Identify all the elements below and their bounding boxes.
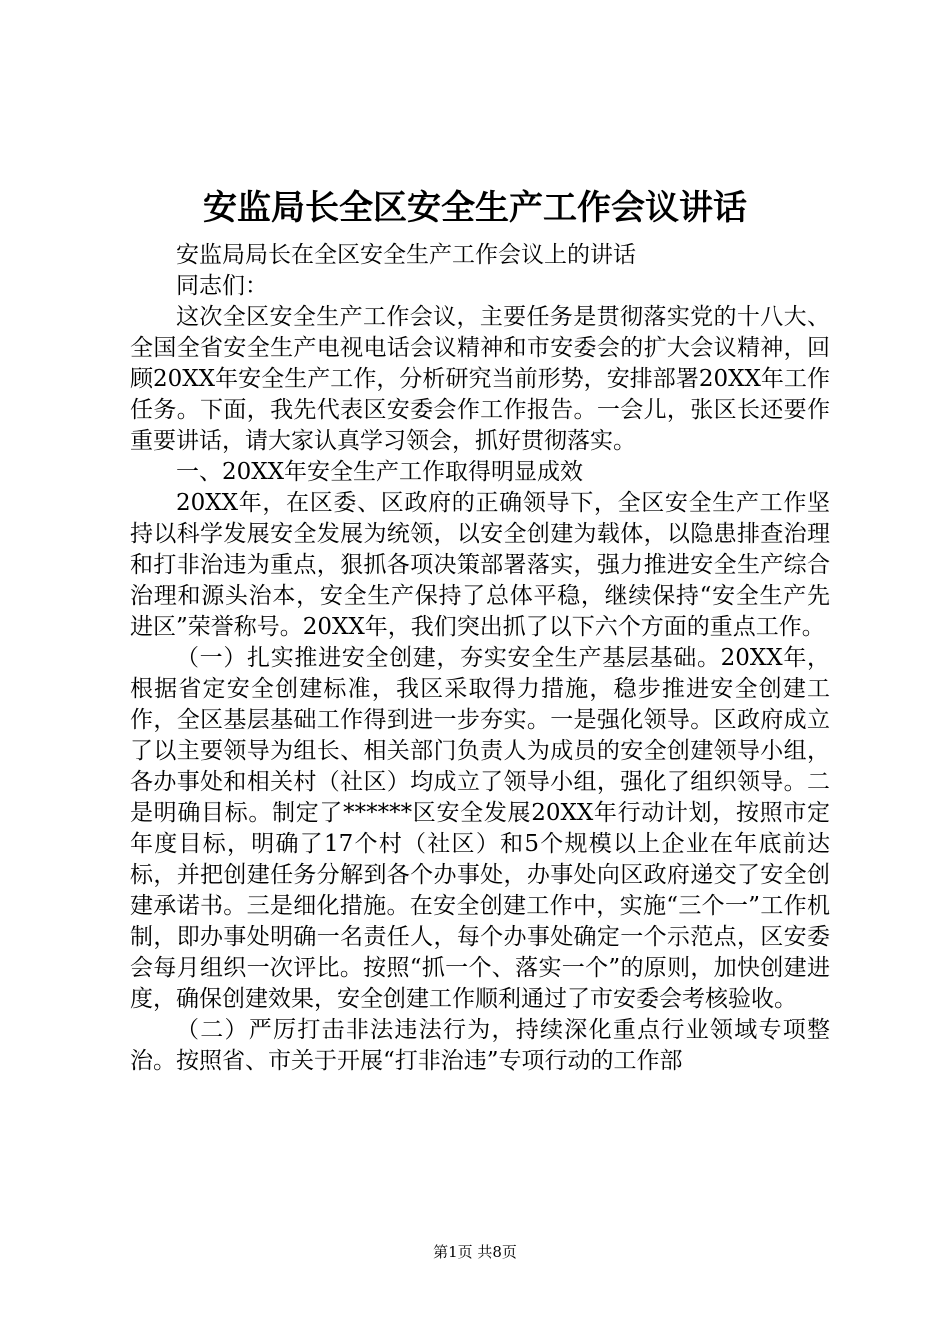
body-paragraph: 这次全区安全生产工作会议，主要任务是贯彻落实党的十八大、全国全省安全生产电视电话会议精神和市安委会的扩大会议精神，回顾20XX年安全生产工作，分析研究当前形势，安排部署20XX年工作任务。下面，我先代表区安委会作工作报告。一会儿，张区长还要作重要讲话，请大家认真学习领会，抓好贯彻落实。 bbox=[130, 304, 830, 454]
page-footer: 第1页 共8页 bbox=[433, 1243, 517, 1261]
body-paragraph: 20XX年，在区委、区政府的正确领导下，全区安全生产工作坚持以科学发展安全发展为统领，以安全创建为载体，以隐患排查治理和打非治违为重点，狠抓各项决策部署落实，强力推进安全生产综合治理和源头治本，安全生产保持了总体平稳，继续保持“安全生产先进区”荣誉称号。20XX年，我们突出抓了以下六个方面的重点工作。 bbox=[130, 490, 830, 640]
subtitle-paragraph: 安监局局长在全区安全生产工作会议上的讲话 bbox=[176, 242, 636, 268]
section-heading: 一、20XX年安全生产工作取得明显成效 bbox=[176, 459, 584, 485]
body-paragraph: （二）严厉打击非法违法行为，持续深化重点行业领域专项整治。按照省、市关于开展“打非治违”专项行动的工作部 bbox=[130, 1017, 830, 1074]
document-body bbox=[130, 240, 830, 1077]
document-title: 安监局长全区安全生产工作会议讲话 bbox=[203, 188, 747, 228]
salutation-paragraph: 同志们： bbox=[176, 273, 268, 299]
body-paragraph: （一）扎实推进安全创建，夯实安全生产基层基础。20XX年，根据省定安全创建标准，我区采取得力措施，稳步推进安全创建工作，全区基层基础工作得到进一步夯实。一是强化领导。区政府成立了以主要领导为组长、相关部门负责人为成员的安全创建领导小组，各办事处和相关村（社区）均成立了领导小组，强化了组织领导。二是明确目标。制定了******区安全发展20XX年行动计划，按照市定年度目标，明确了17个村（社区）和5个规模以上企业在年底前达标，并把创建任务分解到各个办事处，办事处向区政府递交了安全创建承诺书。三是细化措施。在安全创建工作中，实施“三个一”工作机制，即办事处明确一名责任人，每个办事处确定一个示范点，区安委会每月组织一次评比。按照“抓一个、落实一个”的原则，加快创建进度，确保创建效果，安全创建工作顺利通过了市安委会考核验收。 bbox=[130, 645, 830, 1012]
